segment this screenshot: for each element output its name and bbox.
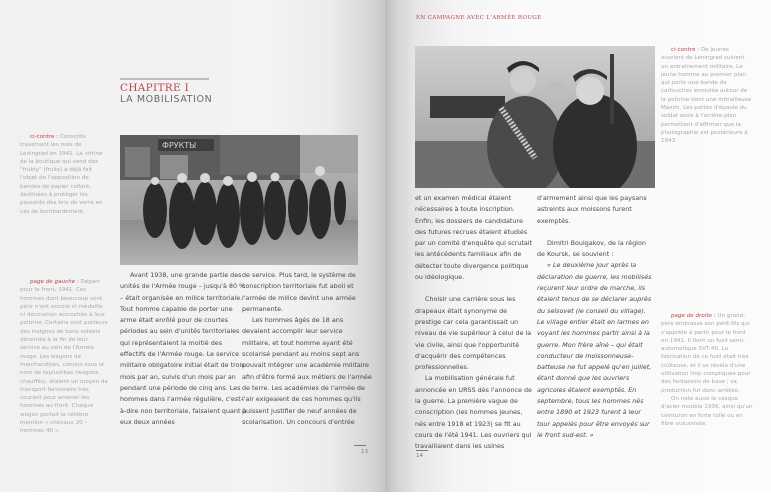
page-number: 13 (361, 449, 368, 455)
chapter-title: LA MOBILISATION (120, 94, 213, 105)
left-page (0, 0, 385, 492)
paragraph: Avant 1938, une grande partie des unités de l'Armée rouge – jusqu'à 80 % – était organisée en milice territoriale. Tout homme capable de porter une arme était enrôlé pour de courtes périodes au sein d'unités territoriales qui représentaient la moitié des effectifs de l'Armée rouge. Le service militaire obligatoire initial était de trois mois par an, suivis d'un mois par an pendant une période de cinq ans. Les hommes dans l'armée régulière, c'est-à-dire non territoriale, faisaient quant à eux deux années (120, 271, 247, 426)
photo-workers-training (415, 46, 655, 188)
caption-text: Conscrits traversant les rues de Leningrad en 1941. La vitrine de la boutique qui vend des "frukty" (fruits) a déjà fait l'objet de l'apposition de bandes de papier collant, destinées à protéger les passants des bris de verre en cas de bombardement. (20, 134, 103, 215)
body-column-3 (415, 193, 533, 453)
paragraph: La mobilisation générale fut annoncée en URSS dès l'annonce de la guerre. La première vague de conscription (les hommes jeunes, nés entre 1918 et 1923) se fit au cours de l'été 1941. Les ouvriers qui travaillaient dans les usines (415, 374, 532, 451)
paragraph: et un examen médical étaient nécessaires à toute inscription. Enfin, les dossiers de candidature des futures recrues étaient étudiés par un comité d'enquête qui scrutait les antécédents familiaux afin de détecter toute divergence politique ou idéologique. (415, 194, 533, 282)
caption-text: De jeunes ouvriers de Leningrad suivent un entraînement militaire. Le jeune homme au premier plan qui porte une bande de cartouches enroulée autour de la poitrine tient une mitrailleuse Maxim. Les pattes d'épaule du soldat assis à l'arrière-plan permettent d'affirmer que la photographie est postérieure à 1943. (661, 47, 752, 145)
running-head: EN CAMPAGNE AVEC L'ARMÉE ROUGE (416, 15, 542, 21)
paragraph: Choisir une carrière sous les drapeaux était synonyme de prestige car cela garantissait un niveau de vie supérieur à celui de la vie civile, ainsi que l'opportunité d'acquérir des compétences professionnelles. (415, 295, 532, 372)
page-number: 14 (416, 453, 423, 459)
paragraph: de service. Plus tard, le système de conscription territoriale fut aboli et l'armée de milice devint une armée permanente. (242, 271, 356, 313)
caption-label: page de droite : (671, 313, 716, 319)
caption-text-2: On note aussi le casque d'acier modèle 1936, ainsi qu'un ceinturon en forte toile ou en fibre vulcanisée. (661, 395, 753, 427)
photo-conscripts-marching (120, 135, 358, 265)
caption-page-de-gauche (20, 278, 108, 436)
paragraph: d'armement ainsi que les paysans astreints aux moissons furent exemptés. (537, 194, 647, 225)
caption-label: page de gauche : (30, 279, 79, 285)
caption-label: ci-contre : (30, 134, 59, 140)
quote-paragraph (537, 260, 655, 441)
quote-text: « Le deuxième jour après la déclaration de guerre, les mobilisés reçurent leur ordre de marche, ils étaient tenus de se déclarer auprès du selsovet (le conseil du village). Le village entier était en larmes en voyant les hommes partir ainsi à la guerre. Mon frère aîné – qui était conducteur de moissonneuse-batteuse ne fut appelé qu'en juillet, étant donné que les ouvriers agricoles étaient exemptés. En septembre, tous les hommes nés entre 1890 et 1923 furent à leur tour appelés pour être envoyés sur le front sud-est. » (537, 261, 652, 439)
caption-label: ci-contre : (671, 47, 700, 53)
caption-ci-contre-right (661, 46, 753, 146)
caption-ci-contre-left (20, 133, 108, 216)
folio-rule (416, 450, 428, 451)
page-bottom-edge (0, 492, 771, 499)
caption-text: Départ pour le front, 1941. Ces hommes dont beaucoup vont périr n'ont encore ni médaille ni décoration accrochée à leur poitrine. Certains sont porteurs des insignes de bons soldats décernés à la fin de leur service au sein de l'Armée rouge. Les wagons de marchandises, connus sous le nom de teplushkas (wagons chauffés), étaient un moyen de transport ferroviaire très courant pour amener les hommes au front. Chaque wagon portait la célèbre mention « chevaux 20 – hommes 40 ». (20, 279, 108, 435)
folio-rule (354, 445, 366, 446)
chapter-rule (120, 78, 209, 80)
paragraph: Les hommes âgés de 18 ans devaient accomplir leur service militaire, et tout homme ayant été scolarisé pendant au moins sept ans pouvait intégrer une académie militaire afin d'être formé aux métiers de l'armée de terre. Les académies de l'armée de l'air exigeaient de ces hommes qu'ils puissent justifier de neuf années de scolarisation. Un concours d'entrée (242, 316, 372, 426)
body-column-2 (242, 270, 372, 428)
body-column-4 (537, 193, 655, 441)
chapter-number: CHAPITRE I (120, 82, 190, 94)
shop-sign-text: ФРУКТЫ (162, 141, 197, 150)
body-column-1 (120, 270, 248, 428)
paragraph: Dimitri Boulgakov, de la région de Koursk, se souvient : (537, 238, 646, 259)
caption-text: Un grand-père embrasse son petit-fils qui s'apprête à partir pour le front en 1941. Il tient un fusil semi-automatique SVT-40. La fabrication de ce fusil était très coûteuse, et il se révéla d'une utilisation trop compliquée pour des fantassins de base ; sa production fut donc arrêtée. (661, 313, 751, 394)
caption-page-de-droite (661, 312, 753, 428)
